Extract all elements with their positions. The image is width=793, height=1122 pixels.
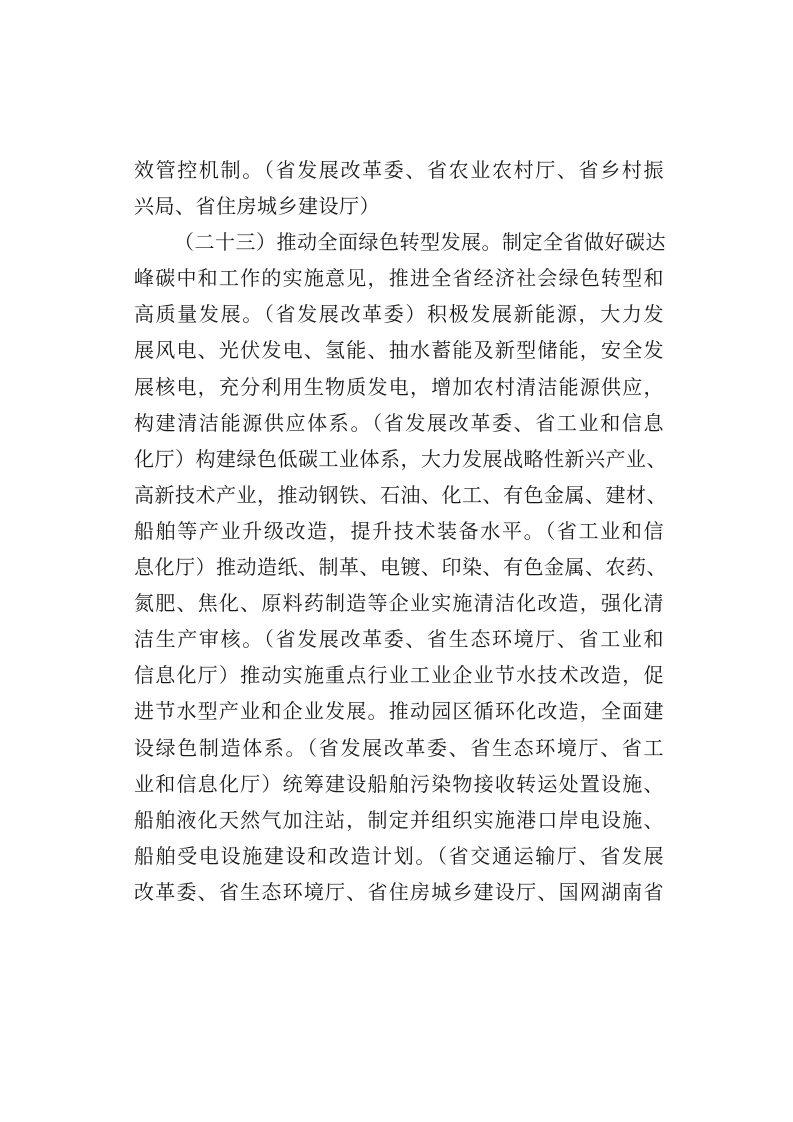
text-line: 改革委、省生态环境厅、省住房城乡建设厅、国网湖南省 [134, 879, 664, 904]
text-line: 船舶液化天然气加注站，制定并组织实施港口岸电设施、 [134, 807, 664, 832]
text-line: 业和信息化厅）统筹建设船舶污染物接收转运处置设施、 [134, 771, 664, 796]
text-line: 进节水型产业和企业发展。推动园区循环化改造，全面建 [134, 699, 664, 724]
text-line: 高质量发展。（省发展改革委）积极发展新能源，大力发 [134, 302, 664, 327]
text-line: 氮肥、焦化、原料药制造等企业实施清洁化改造，强化清 [134, 591, 664, 616]
text-line: 洁生产审核。（省发展改革委、省生态环境厅、省工业和 [134, 627, 664, 652]
text-line: 高新技术产业，推动钢铁、石油、化工、有色金属、建材、 [134, 482, 667, 507]
text-line: 效管控机制。（省发展改革委、省农业农村厅、省乡村振 [134, 158, 664, 182]
paragraph-start-line: （二十三）推动全面绿色转型发展。制定全省做好碳达 [174, 230, 666, 255]
text-line: 展核电，充分利用生物质发电，增加农村清洁能源供应， [134, 374, 664, 399]
text-line: 设绿色制造体系。（省发展改革委、省生态环境厅、省工 [134, 735, 664, 760]
text-line: 船舶受电设施建设和改造计划。（省交通运输厅、省发展 [134, 843, 664, 868]
text-line: 息化厅）推动造纸、制革、电镀、印染、有色金属、农药、 [134, 555, 667, 580]
text-line: 峰碳中和工作的实施意见，推进全省经济社会绿色转型和 [134, 266, 664, 291]
text-line: 兴局、省住房城乡建设厅） [134, 194, 380, 219]
text-line: 船舶等产业升级改造，提升技术装备水平。（省工业和信 [134, 518, 664, 543]
text-line: 化厅）构建绿色低碳工业体系，大力发展战略性新兴产业、 [134, 446, 667, 471]
text-line: 信息化厅）推动实施重点行业工业企业节水技术改造，促 [134, 663, 664, 688]
text-line: 构建清洁能源供应体系。（省发展改革委、省工业和信息 [134, 410, 664, 435]
body-text [134, 152, 667, 910]
text-line: 展风电、光伏发电、氢能、抽水蓄能及新型储能，安全发 [134, 338, 664, 363]
